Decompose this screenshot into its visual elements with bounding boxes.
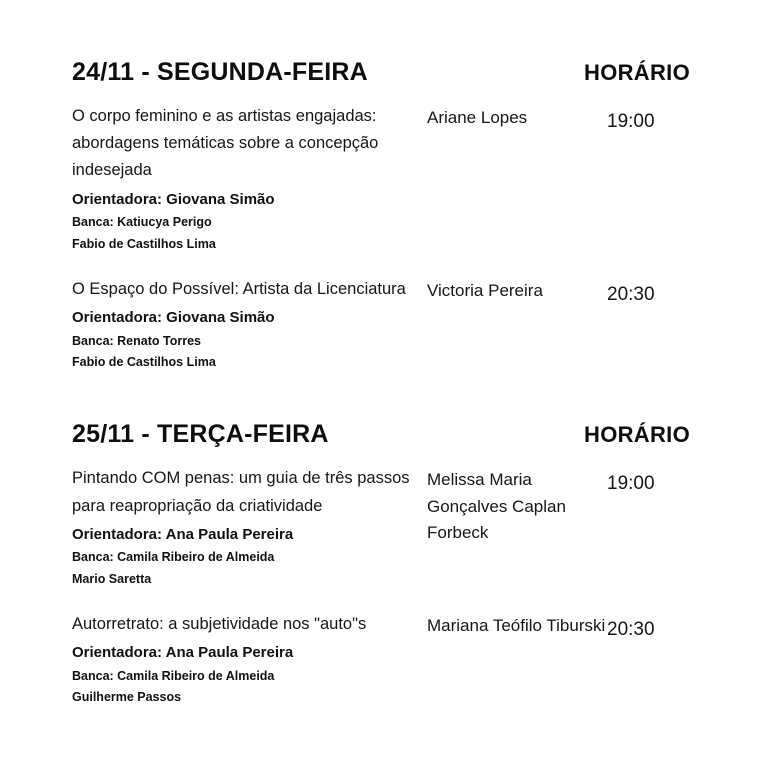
day-separator (72, 394, 712, 420)
entry-title: O corpo feminino e as artistas engajadas: abordagens temáticas sobre a concepção indesejada (72, 107, 379, 180)
entry-advisor: Orientadora: Giovana Simão (72, 309, 275, 327)
entry-main (72, 103, 427, 254)
entry-advisor: Orientadora: Ana Paula Pereira (72, 644, 294, 662)
entry-author: Mariana Teófilo Tiburski (427, 616, 606, 636)
entry-time: 20:30 (607, 283, 655, 305)
entry-banca-line: Banca: Renato Torres (72, 333, 201, 348)
schedule-entry (72, 276, 712, 372)
entry-time: 19:00 (607, 473, 655, 495)
entry-author: Victoria Pereira (427, 280, 543, 300)
entry-advisor: Orientadora: Ana Paula Pereira (72, 525, 294, 543)
entry-time: 20:30 (607, 619, 655, 641)
entry-main (72, 611, 427, 707)
entry-banca-line: Guilherme Passos (72, 690, 182, 705)
entry-author: Melissa Maria Gonçalves Caplan Forbeck (427, 470, 566, 543)
entry-main (72, 465, 427, 589)
entry-banca-line: Banca: Katiucya Perigo (72, 215, 212, 230)
entry-advisor: Orientadora: Giovana Simão (72, 190, 275, 208)
schedule-entry (72, 465, 712, 589)
day-block-2 (72, 420, 712, 707)
entry-main (72, 276, 427, 372)
entry-banca-line: Banca: Camila Ribeiro de Almeida (72, 550, 275, 565)
entry-title: Autorretrato: a subjetividade nos "auto"s (72, 615, 367, 634)
entry-author: Ariane Lopes (427, 108, 528, 127)
entry-banca-line: Banca: Camila Ribeiro de Almeida (72, 668, 275, 683)
entry-banca-line: Fabio de Castilhos Lima (72, 236, 216, 251)
day-header-2 (72, 420, 712, 449)
entry-banca-line: Fabio de Castilhos Lima (72, 355, 216, 369)
day-horario-label-2: HORÁRIO (584, 422, 690, 448)
entry-banca-line: Mario Saretta (72, 571, 152, 586)
day-date-label-1: 24/11 - SEGUNDA-FEIRA (72, 58, 368, 86)
schedule-entry (72, 103, 712, 254)
day-block-1 (72, 58, 712, 372)
day-header-1 (72, 58, 712, 87)
entry-time: 19:00 (607, 111, 655, 132)
day-horario-label-1: HORÁRIO (584, 60, 690, 85)
entry-title: Pintando COM penas: um guia de três passos para reapropriação da criatividade (72, 469, 410, 515)
day-date-label-2: 25/11 - TERÇA-FEIRA (72, 420, 329, 449)
schedule-entry (72, 611, 712, 707)
entry-title: O Espaço do Possível: Artista da Licenciatura (72, 279, 406, 298)
